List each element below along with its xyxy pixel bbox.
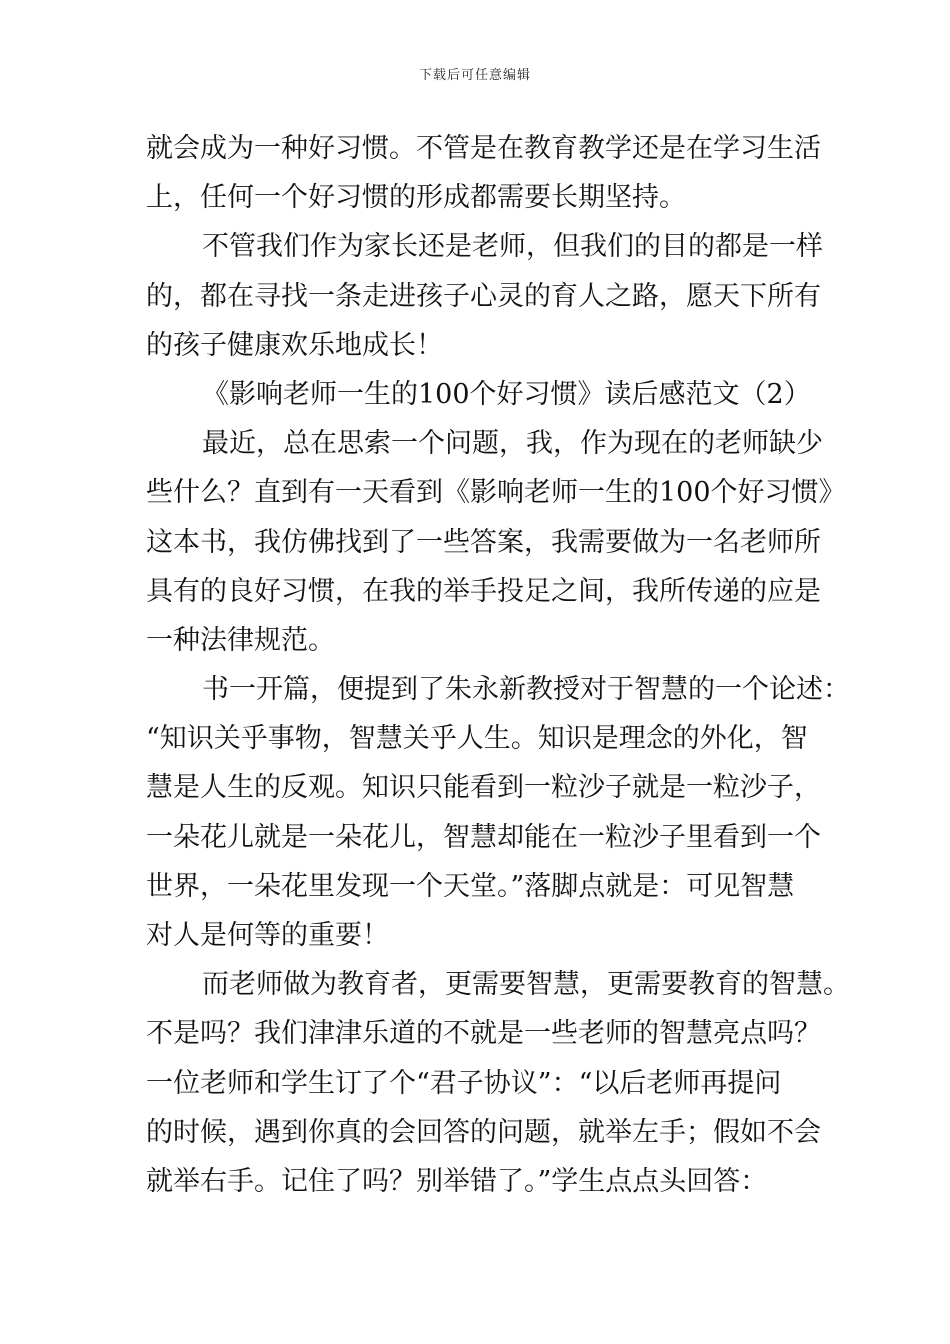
body-text	[146, 124, 850, 1206]
text-line: 而老师做为教育者，更需要智慧，更需要教育的智慧。	[202, 969, 850, 1001]
text-line: 具有的良好习惯，在我的举手投足之间，我所传递的应是	[146, 575, 821, 607]
text-line: “知识关乎事物，智慧关乎人生。知识是理念的外化，智	[146, 723, 808, 755]
text-line: 这本书，我仿佛找到了一些答案，我需要做为一名老师所	[146, 526, 821, 558]
text-line: 对人是何等的重要！	[146, 920, 389, 951]
text-line: 一种法律规范。	[146, 624, 335, 656]
text-line: 些什么？直到有一天看到《影响老师一生的100个好习惯》	[146, 477, 846, 509]
text-line: 就举右手。记住了吗？别举错了。”学生点点头回答：	[146, 1165, 768, 1197]
text-line: 的孩子健康欢乐地成长！	[146, 329, 443, 361]
text-line: 就会成为一种好习惯。不管是在教育教学还是在学习生活	[146, 133, 821, 164]
text-line: 上，任何一个好习惯的形成都需要长期坚持。	[146, 182, 686, 214]
text-line: 《影响老师一生的100个好习惯》读后感范文（2）	[202, 378, 811, 410]
text-line: 世界，一朵花里发现一个天堂。”落脚点就是：可见智慧	[146, 870, 795, 902]
text-line: 慧是人生的反观。知识只能看到一粒沙子就是一粒沙子，	[146, 772, 821, 804]
text-line: 不是吗？我们津津乐道的不就是一些老师的智慧亮点吗？	[146, 1018, 821, 1050]
text-line: 的，都在寻找一条走进孩子心灵的育人之路，愿天下所有	[146, 280, 821, 312]
text-line: 的时候，遇到你真的会回答的问题，就举左手；假如不会	[146, 1116, 821, 1148]
text-line: 不管我们作为家长还是老师，但我们的目的都是一样	[202, 231, 823, 263]
text-line: 书一开篇，便提到了朱永新教授对于智慧的一个论述：	[202, 674, 850, 706]
page-header: 下载后可任意编辑	[418, 68, 531, 83]
text-line: 一朵花儿就是一朵花儿，智慧却能在一粒沙子里看到一个	[146, 821, 821, 853]
text-line: 最近，总在思索一个问题，我，作为现在的老师缺少	[202, 428, 823, 460]
text-line: 一位老师和学生订了个“君子协议”：“以后老师再提问	[146, 1067, 782, 1099]
